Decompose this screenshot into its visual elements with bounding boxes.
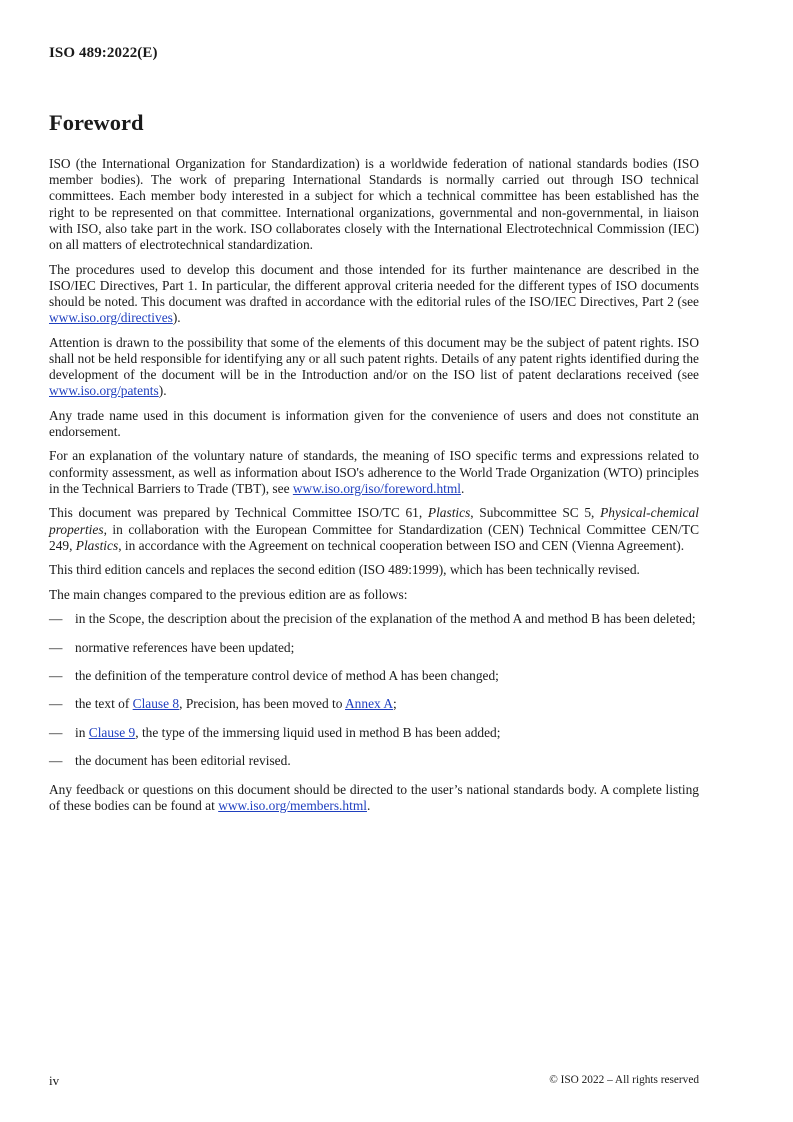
paragraph-text: ). bbox=[158, 383, 167, 399]
dash-bullet: — bbox=[49, 611, 63, 627]
list-item bbox=[49, 640, 699, 656]
subcommittee-title-italic: Physical-chemical properties bbox=[49, 505, 699, 537]
committee-title-italic: Plastics bbox=[427, 505, 471, 521]
dash-bullet: — bbox=[49, 696, 63, 712]
paragraph-trade-name: Any trade name used in this document is information given for the convenience of users and does not constitute an endorsement. bbox=[49, 407, 699, 439]
page-number: iv bbox=[49, 1073, 60, 1088]
paragraph-committee bbox=[49, 505, 699, 554]
list-item-text: in the Scope, the description about the precision of the explanation of the method A and method B has been deleted; bbox=[75, 611, 696, 627]
paragraph-text: This document was prepared by Technical Committee ISO/TC 61, bbox=[49, 505, 428, 521]
annex-a-link[interactable]: Annex A bbox=[345, 696, 393, 712]
dash-bullet: — bbox=[49, 639, 63, 655]
list-item-text: , the type of the immersing liquid used in method B has been added; bbox=[135, 724, 501, 740]
clause-9-link[interactable]: Clause 9 bbox=[88, 724, 136, 740]
paragraph-voluntary-nature bbox=[49, 448, 699, 497]
list-item-text: the document has been editorial revised. bbox=[75, 753, 291, 769]
paragraph-text: . bbox=[366, 797, 371, 813]
patents-link[interactable]: www.iso.org/patents bbox=[49, 383, 159, 399]
foreword-body bbox=[49, 156, 699, 822]
members-link[interactable]: www.iso.org/members.html bbox=[218, 797, 367, 813]
paragraph-text: , Subcommittee SC 5, bbox=[470, 505, 601, 521]
list-item-text: in bbox=[75, 724, 89, 740]
paragraph-text: . bbox=[461, 480, 465, 496]
paragraph-text: ). bbox=[172, 310, 181, 326]
list-item-text: the definition of the temperature control device of method A has been changed; bbox=[75, 668, 499, 684]
paragraph-iso-intro: ISO (the International Organization for Standardization) is a worldwide federation of national standards bodies (ISO member bodies). The work of preparing International Standards is normally carried out through ISO technical committees. Each member body interested in a subject for which a technical committee has been established has the right to be represented on that committee. International organizations, governmental and non-governmental, in liaison with ISO, also take part in the work. ISO collaborates closely with the International Electrotechnical Commission (IEC) on all matters of electrotechnical standardization. bbox=[49, 156, 699, 253]
list-item bbox=[49, 725, 699, 741]
paragraph-text: Attention is drawn to the possibility that some of the elements of this document may be the subject of patent rights. ISO shall not be held responsible for identifying any or all such patent rights. Details of any patent rights identified during the development of the document will be in the Introduction and/or on the ISO list of patent declarations received (see bbox=[49, 334, 699, 383]
list-item-text: the text of bbox=[75, 696, 133, 712]
paragraph-text: , in collaboration with the European Committee for Standardization (CEN) Technical Committee CEN/TC 249, bbox=[49, 521, 699, 553]
paragraph-text: Any feedback or questions on this document should be directed to the user’s national standards body. A complete listing of these bodies can be found at bbox=[49, 781, 699, 813]
paragraph-feedback bbox=[49, 782, 699, 814]
list-item-text: normative references have been updated; bbox=[75, 639, 295, 655]
page-title: Foreword bbox=[49, 110, 144, 135]
list-item-text: , Precision, has been moved to bbox=[179, 696, 346, 712]
list-item-text: ; bbox=[393, 696, 397, 712]
document-id-header: ISO 489:2022(E) bbox=[49, 45, 158, 61]
foreword-link[interactable]: www.iso.org/iso/foreword.html bbox=[292, 480, 461, 496]
directives-link[interactable]: www.iso.org/directives bbox=[49, 310, 173, 326]
clause-8-link[interactable]: Clause 8 bbox=[132, 696, 180, 712]
dash-bullet: — bbox=[49, 724, 63, 740]
paragraph-patents bbox=[49, 335, 699, 400]
list-item bbox=[49, 753, 699, 769]
dash-bullet: — bbox=[49, 753, 63, 769]
dash-bullet: — bbox=[49, 668, 63, 684]
list-item bbox=[49, 696, 699, 712]
list-item bbox=[49, 668, 699, 684]
list-item bbox=[49, 611, 699, 627]
paragraph-text: , in accordance with the Agreement on technical cooperation between ISO and CEN (Vienna Agreement). bbox=[118, 537, 685, 553]
paragraph-procedures bbox=[49, 262, 699, 327]
changes-list bbox=[49, 611, 699, 769]
paragraph-changes-intro: The main changes compared to the previous edition are as follows: bbox=[49, 586, 408, 602]
paragraph-text: For an explanation of the voluntary nature of standards, the meaning of ISO specific terms and expressions related to conformity assessment, as well as information about ISO's adherence to the World Trade Organization (WTO) principles in the Technical Barriers to Trade (TBT), see bbox=[49, 448, 699, 496]
copyright-notice: © ISO 2022 – All rights reserved bbox=[549, 1074, 699, 1086]
paragraph-text: The procedures used to develop this document and those intended for its further maintenance are described in the ISO/IEC Directives, Part 1. In particular, the different approval criteria needed for the different types of ISO documents should be noted. This document was drafted in accordance with the editorial rules of the ISO/IEC Directives, Part 2 (see bbox=[49, 261, 699, 309]
cen-committee-title-italic: Plastics bbox=[75, 537, 119, 553]
paragraph-edition: This third edition cancels and replaces the second edition (ISO 489:1999), which has been technically revised. bbox=[49, 562, 640, 578]
